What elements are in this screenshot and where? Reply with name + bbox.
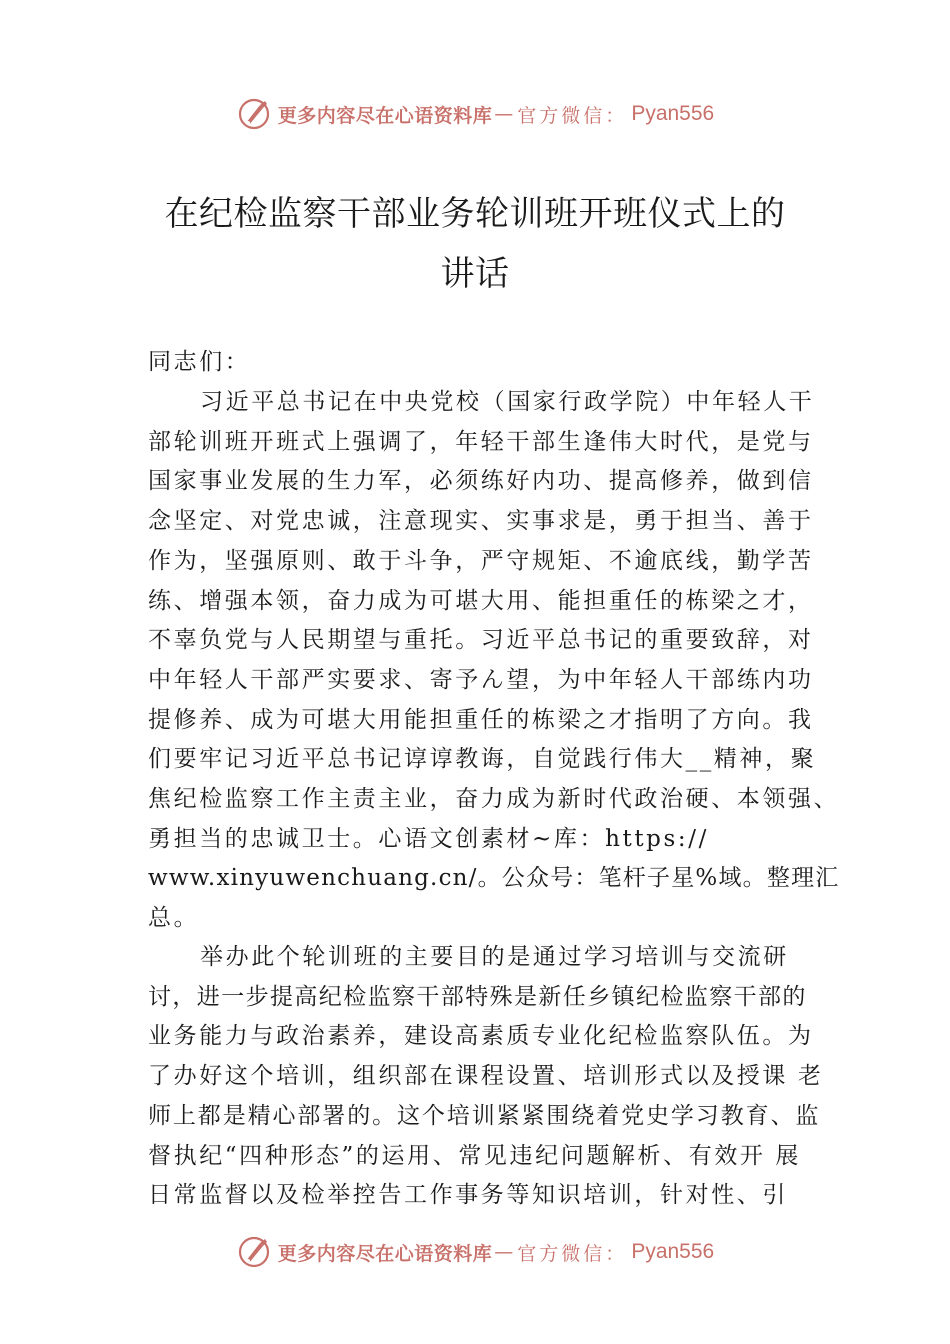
paragraph-line: 作为，坚强原则、敢于斗争，严守规矩、不逾底线，勤学苦 (148, 547, 814, 574)
paragraph-2 (148, 938, 838, 1216)
paragraph-line: 练、增强本领，奋力成为可堪大用、能担重任的栋梁之才， (148, 587, 814, 614)
paragraph-line: 们要牢记习近平总书记谆谆教诲，自觉践行伟大__精神，聚 (148, 746, 817, 773)
banner-wechat-label: 官方微信： (517, 104, 628, 127)
banner-wechat-id: Pyan556 (631, 102, 715, 125)
paragraph-line: 了办好这个培训，组织部在课程设置、培训形式以及授课 老 (148, 1063, 824, 1090)
banner-brand-text: 更多内容尽在心语资料库 (277, 104, 493, 127)
paragraph-line: 部轮训班开班式上强调了，年轻干部生逢伟大时代，是党与 (148, 428, 814, 455)
header-banner (0, 92, 950, 136)
paragraph-line: 提修养、成为可堪大用能担重任的栋梁之才指明了方向。我 (148, 706, 814, 733)
paragraph-line: 督执纪“四种形态”的运用、常见违纪问题解析、有效开 展 (148, 1142, 802, 1169)
paragraph-line: 念坚定、对党忠诚，注意现实、实事求是，勇于担当、善于 (148, 508, 814, 535)
paragraph-line: 业务能力与政治素养，建设高素质专业化纪检监察队伍。为 (148, 1023, 814, 1050)
paragraph-line: 国家事业发展的生力军，必须练好内功、提高修养，做到信 (148, 468, 814, 495)
pen-nib-logo-icon (236, 96, 272, 132)
paragraph-1 (148, 383, 838, 939)
banner-wechat-id: Pyan556 (631, 1240, 715, 1263)
pen-nib-logo-icon (236, 1234, 272, 1270)
banner-brand-text: 更多内容尽在心语资料库 (277, 1242, 493, 1265)
banner-wechat-label: 官方微信： (517, 1242, 628, 1265)
footer-banner (0, 1230, 950, 1274)
paragraph-line: 焦纪检监察工作主责主业，奋力成为新时代政治硬、本领强、 (148, 786, 840, 813)
document-title-line-1: 在纪检监察干部业务轮训班开班仪式上的 (164, 194, 786, 234)
paragraph-line-with-url: 勇担当的忠诚卫士。心语文创素材~库：https:// (148, 825, 709, 852)
paragraph-line: 习近平总书记在中央党校（国家行政学院）中年轻人干 (200, 389, 815, 415)
salutation: 同志们： (148, 349, 251, 375)
paragraph-line: 讨，进一步提高纪检监察干部特殊是新任乡镇纪检监察干部的 (148, 983, 807, 1010)
document-title-line-2: 讲话 (440, 254, 510, 294)
paragraph-line: 举办此个轮训班的主要目的是通过学习培训与交流研 (200, 944, 789, 970)
paragraph-line: 中年轻人干部严实要求、寄予ん望，为中年轻人干部练内功 (148, 666, 814, 693)
banner-separator: — (494, 1241, 514, 1263)
banner-separator: — (494, 103, 514, 125)
paragraph-line: 日常监督以及检举控告工作事务等知识培训，针对性、引 (148, 1182, 788, 1209)
paragraph-line: 不辜负党与人民期望与重托。习近平总书记的重要致辞，对 (148, 627, 814, 654)
paragraph-line-with-url: www.xinyuwenchuang.cn/。公众号：笔杆子星%域。整理汇 (148, 865, 840, 892)
paragraph-line: 师上都是精心部署的。这个培训紧紧围绕着党史学习教育、监 (148, 1102, 821, 1129)
paragraph-line: 总。 (148, 905, 200, 932)
